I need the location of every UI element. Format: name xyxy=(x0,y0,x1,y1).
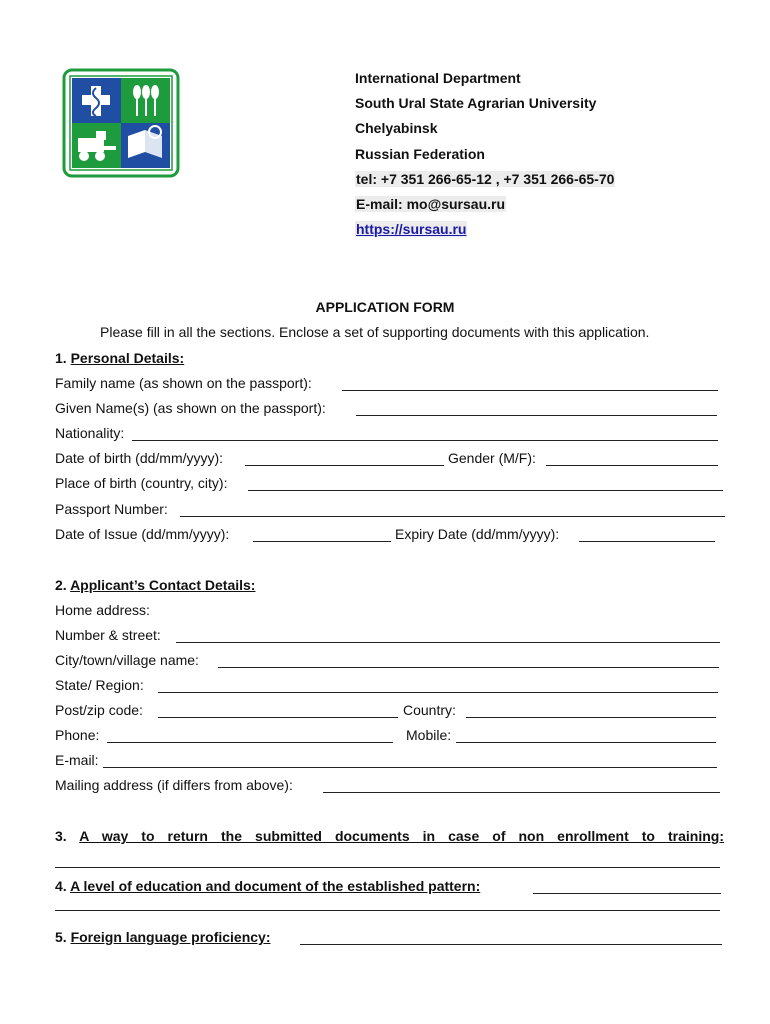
phone-field[interactable] xyxy=(107,742,393,743)
region-label: State/ Region: xyxy=(55,677,144,693)
website-link[interactable]: https://sursau.ru xyxy=(356,221,467,237)
header-email-text: E-mail: mo@sursau.ru xyxy=(356,196,506,212)
section3-heading xyxy=(55,828,724,844)
street-field[interactable] xyxy=(176,642,720,643)
nationality-label: Nationality: xyxy=(55,425,125,441)
pob-label: Place of birth (country, city): xyxy=(55,475,228,491)
header-department: International Department xyxy=(355,70,521,86)
mobile-label: Mobile: xyxy=(406,727,452,743)
pob-field[interactable] xyxy=(248,490,723,491)
expiry-date-field[interactable] xyxy=(579,541,715,542)
language-proficiency-field[interactable] xyxy=(300,944,722,945)
country-field[interactable] xyxy=(466,717,716,718)
header-phone-text: tel: +7 351 266-65-12 , +7 351 266-65-70 xyxy=(356,171,615,187)
city-label: City/town/village name: xyxy=(55,652,199,668)
section5-heading xyxy=(55,929,271,945)
family-name-field[interactable] xyxy=(342,390,718,391)
return-documents-field[interactable] xyxy=(55,867,720,868)
section1-number: 1. xyxy=(55,350,67,366)
mailing-address-field[interactable] xyxy=(323,792,720,793)
country-label: Country: xyxy=(403,702,456,718)
postcode-label: Post/zip code: xyxy=(55,702,143,718)
header-website[interactable] xyxy=(355,221,467,237)
wheat-icon xyxy=(134,86,158,116)
passport-label: Passport Number: xyxy=(55,501,168,517)
university-logo xyxy=(62,68,180,178)
section2-title: Applicant’s Contact Details: xyxy=(70,577,256,593)
header-phone xyxy=(355,171,615,187)
form-instructions: Please fill in all the sections. Enclose a set of supporting documents with this application. xyxy=(100,324,650,340)
section4-title: A level of education and document of the established pattern: xyxy=(70,878,481,894)
section4-heading xyxy=(55,878,480,894)
section3-title: A way to return the submitted documents in case of non enrollment to training: xyxy=(79,828,725,844)
issue-date-field[interactable] xyxy=(253,541,391,542)
passport-field[interactable] xyxy=(180,516,725,517)
street-label: Number & street: xyxy=(55,627,161,643)
section2-number: 2. xyxy=(55,577,67,593)
header-email xyxy=(355,196,506,212)
form-title: APPLICATION FORM xyxy=(315,299,455,315)
section1-heading xyxy=(55,350,184,366)
header-country: Russian Federation xyxy=(355,146,485,162)
education-field-line2[interactable] xyxy=(55,910,720,911)
email-label: E-mail: xyxy=(55,752,99,768)
section3-number: 3. xyxy=(55,828,67,844)
family-name-label: Family name (as shown on the passport): xyxy=(55,375,312,391)
section4-number: 4. xyxy=(55,878,67,894)
dob-label: Date of birth (dd/mm/yyyy): xyxy=(55,450,224,466)
education-field[interactable] xyxy=(533,893,721,894)
region-field[interactable] xyxy=(158,692,718,693)
home-address-label: Home address: xyxy=(55,602,150,618)
given-names-label: Given Name(s) (as shown on the passport): xyxy=(55,400,326,416)
section5-number: 5. xyxy=(55,929,67,945)
nationality-field[interactable] xyxy=(132,440,718,441)
phone-label: Phone: xyxy=(55,727,100,743)
section5-title: Foreign language proficiency: xyxy=(70,929,271,945)
given-names-field[interactable] xyxy=(356,415,717,416)
city-field[interactable] xyxy=(218,667,719,668)
section2-heading xyxy=(55,577,255,593)
dob-field[interactable] xyxy=(245,465,444,466)
section1-title: Personal Details: xyxy=(70,350,185,366)
postcode-field[interactable] xyxy=(158,717,398,718)
header-city: Chelyabinsk xyxy=(355,120,438,136)
issue-date-label: Date of Issue (dd/mm/yyyy): xyxy=(55,526,230,542)
mobile-field[interactable] xyxy=(456,742,716,743)
mailing-address-label: Mailing address (if differs from above): xyxy=(55,777,293,793)
gender-field[interactable] xyxy=(546,465,718,466)
header-university: South Ural State Agrarian University xyxy=(355,95,597,111)
gender-label: Gender (M/F): xyxy=(448,450,536,466)
expiry-date-label: Expiry Date (dd/mm/yyyy): xyxy=(395,526,560,542)
email-field[interactable] xyxy=(103,767,717,768)
